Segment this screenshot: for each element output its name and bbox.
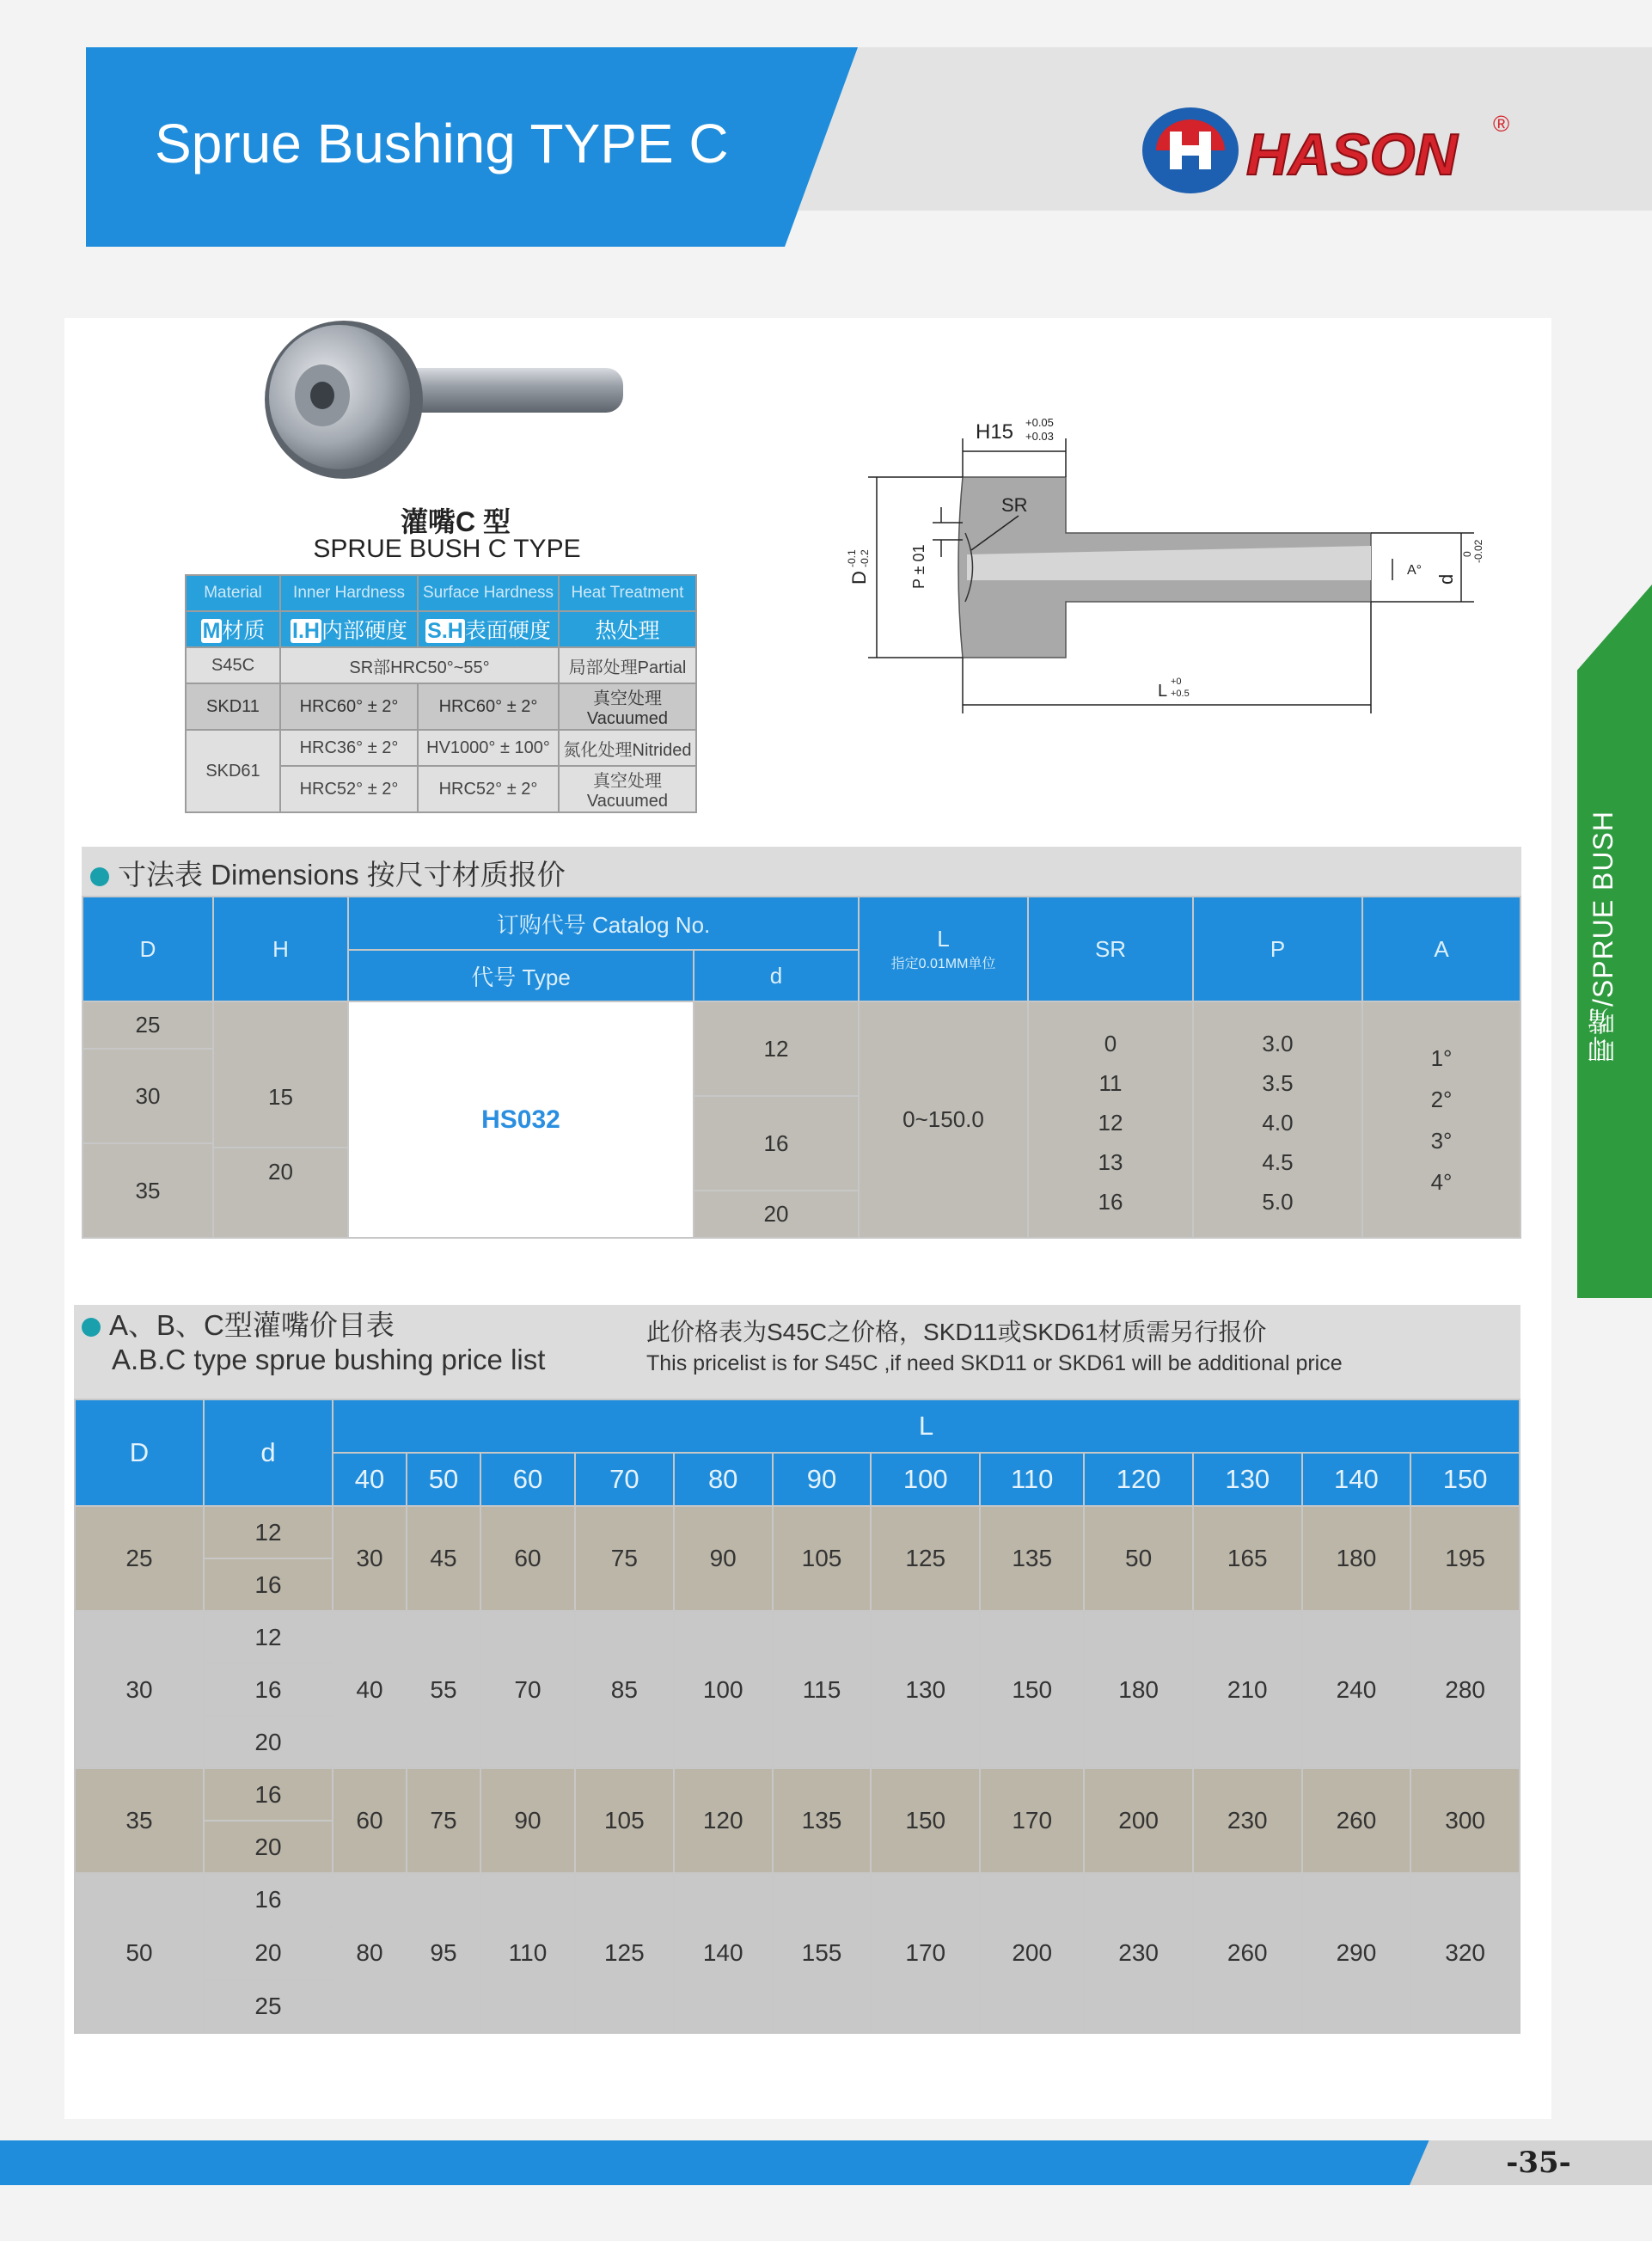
price-cell: 300 <box>1410 1768 1520 1873</box>
cell-SR <box>1028 1001 1193 1238</box>
price-cell: 90 <box>674 1506 773 1611</box>
dim-h-tol-top: +0.05 <box>1025 416 1054 429</box>
cell-H-20: 20 <box>214 1147 347 1196</box>
price-l-140: 140 <box>1302 1453 1411 1506</box>
cell-H-15: 15 <box>268 1084 293 1110</box>
cell-d: 12 <box>694 1001 859 1096</box>
dim-h-label: H15 <box>976 420 1014 444</box>
price-cell-d: 16 <box>204 1558 333 1611</box>
price-cell: 90 <box>480 1768 575 1873</box>
dim-l-label: L <box>1158 682 1168 701</box>
price-cell: 80 <box>333 1873 407 2033</box>
cell-A <box>1362 1001 1520 1238</box>
logo-mark-icon <box>1142 107 1239 193</box>
header-L-label: L <box>937 926 950 952</box>
price-cell: 135 <box>773 1768 872 1873</box>
price-l-80: 80 <box>674 1453 773 1506</box>
header-type: 代号 Type <box>348 950 694 1001</box>
price-cell-d: 16 <box>204 1663 333 1716</box>
material-table <box>185 574 697 813</box>
price-l-50: 50 <box>407 1453 480 1506</box>
cell-inner: HRC52° ± 2° <box>280 766 418 812</box>
price-cell: 115 <box>773 1611 872 1768</box>
price-l-110: 110 <box>980 1453 1084 1506</box>
header-d: d <box>694 950 859 1001</box>
header-cn-treatment: 热处理 <box>559 611 696 647</box>
p-value: 4.0 <box>1262 1109 1294 1136</box>
cell-surface: HRC52° ± 2° <box>418 766 559 812</box>
bullet-icon <box>90 867 109 886</box>
price-row <box>75 1611 1520 1663</box>
price-cell: 240 <box>1302 1611 1411 1768</box>
price-cell: 60 <box>333 1768 407 1873</box>
header-L <box>859 897 1028 1001</box>
dimensions-table <box>82 896 1521 1239</box>
header-catalog: 订购代号 Catalog No. <box>348 897 859 950</box>
cell-D: 35 <box>83 1143 213 1238</box>
price-cell: 75 <box>407 1768 480 1873</box>
footer-bar <box>0 2140 1652 2185</box>
price-cell: 125 <box>871 1506 980 1611</box>
price-cell: 85 <box>575 1611 674 1768</box>
price-cell: 320 <box>1410 1873 1520 2033</box>
col-surface-hardness: Surface Hardness <box>418 575 559 611</box>
price-cell: 180 <box>1084 1611 1193 1768</box>
price-note <box>646 1317 1343 1379</box>
sr-value: 12 <box>1098 1109 1123 1136</box>
cell-treatment: 真空处理Vacuumed <box>559 766 696 812</box>
price-cell: 130 <box>871 1611 980 1768</box>
price-table <box>74 1399 1520 2034</box>
tag-ih: I.H <box>292 619 320 643</box>
col-inner-hardness: Inner Hardness <box>280 575 418 611</box>
cell-treatment: 局部处理Partial <box>559 647 696 683</box>
cell-material: SKD61 <box>186 730 280 812</box>
dim-h-tol-bottom: +0.03 <box>1025 430 1054 443</box>
dim-d-tol-bottom: -0.2 <box>859 549 871 567</box>
dim-section-text: 寸法表 Dimensions 按尺寸材质报价 <box>118 859 566 891</box>
p-value: 3.5 <box>1262 1069 1294 1096</box>
price-cell: 105 <box>575 1768 674 1873</box>
cell-material: S45C <box>186 647 280 683</box>
price-cell: 125 <box>575 1873 674 2033</box>
hason-logo <box>1139 99 1526 202</box>
cell-material: SKD11 <box>186 683 280 730</box>
header-cn-surface <box>418 611 559 647</box>
logo-text: HASON <box>1246 122 1458 187</box>
price-cell-D: 25 <box>75 1506 204 1611</box>
bullet-icon <box>82 1318 101 1337</box>
dim-a-label: A° <box>1407 563 1423 578</box>
price-cell: 290 <box>1302 1873 1411 2033</box>
price-cell: 260 <box>1302 1768 1411 1873</box>
dim-dd-tol-top: 0 <box>1461 551 1473 557</box>
price-cell-D: 30 <box>75 1611 204 1768</box>
price-cell: 60 <box>480 1506 575 1611</box>
price-cell: 70 <box>480 1611 575 1768</box>
price-header-D: D <box>75 1399 204 1506</box>
header-D: D <box>83 897 213 1001</box>
registered-mark: ® <box>1493 111 1510 137</box>
cell-d: 16 <box>694 1096 859 1191</box>
row-skd11 <box>186 683 696 730</box>
header-cn-inner <box>280 611 418 647</box>
price-cell-D: 50 <box>75 1873 204 2033</box>
cell-P <box>1193 1001 1362 1238</box>
col-material: Material <box>186 575 280 611</box>
a-value: 3° <box>1430 1127 1453 1154</box>
price-cell: 200 <box>1084 1768 1193 1873</box>
dim-l-tol-top: +0 <box>1171 677 1182 687</box>
price-cell: 195 <box>1410 1506 1520 1611</box>
price-cell: 105 <box>773 1506 872 1611</box>
price-cell: 170 <box>980 1768 1084 1873</box>
sr-value: 16 <box>1098 1188 1123 1215</box>
a-value: 2° <box>1430 1086 1453 1112</box>
price-note-cn: 此价格表为S45C之价格，SKD11或SKD61材质需另行报价 <box>646 1319 1267 1345</box>
price-cell: 150 <box>980 1611 1084 1768</box>
cell-treatment: 氮化处理Nitrided <box>559 730 696 766</box>
price-cell: 200 <box>980 1873 1084 2033</box>
header-H: H <box>213 897 348 1001</box>
price-cell: 165 <box>1193 1506 1302 1611</box>
cell-hardness: SR部HRC50°~55° <box>280 647 559 683</box>
sr-value: 0 <box>1104 1030 1117 1056</box>
header-SR: SR <box>1028 897 1193 1001</box>
price-cell: 170 <box>871 1873 980 2033</box>
product-name-en: SPRUE BUSH C TYPE <box>313 535 581 563</box>
cell-inner: HRC60° ± 2° <box>280 683 418 730</box>
dim-d-tol-top: -0.1 <box>846 549 858 567</box>
cell-D: 25 <box>83 1001 213 1049</box>
price-l-70: 70 <box>575 1453 674 1506</box>
p-value: 4.5 <box>1262 1148 1294 1175</box>
price-l-150: 150 <box>1410 1453 1520 1506</box>
page-number: -35- <box>1506 2146 1571 2180</box>
p-value: 5.0 <box>1262 1188 1294 1215</box>
dim-section-title <box>90 853 566 893</box>
header-cn-label: 材质 <box>222 619 266 643</box>
cell-treatment: 真空处理Vacuumed <box>559 683 696 730</box>
page-title: Sprue Bushing TYPE C <box>155 113 729 175</box>
sr-value: 11 <box>1098 1069 1123 1096</box>
dim-l-tol-bottom: +0.5 <box>1171 689 1190 699</box>
cell-type <box>348 1001 694 1238</box>
price-cell: 260 <box>1193 1873 1302 2033</box>
cell-D: 30 <box>83 1049 213 1143</box>
price-cell: 155 <box>773 1873 872 2033</box>
row-s45c <box>186 647 696 683</box>
price-cell: 75 <box>575 1506 674 1611</box>
price-cell: 120 <box>674 1768 773 1873</box>
tag-m: M <box>202 619 221 643</box>
a-value: 1° <box>1430 1044 1453 1071</box>
price-l-120: 120 <box>1084 1453 1193 1506</box>
price-row <box>75 1768 1520 1821</box>
price-cell: 210 <box>1193 1611 1302 1768</box>
price-l-90: 90 <box>773 1453 872 1506</box>
price-l-60: 60 <box>480 1453 575 1506</box>
side-tab-label: 唧嘴/SPRUE BUSH <box>1588 811 1618 1063</box>
price-l-130: 130 <box>1193 1453 1302 1506</box>
price-cell: 230 <box>1193 1768 1302 1873</box>
price-cell: 110 <box>480 1873 575 2033</box>
price-cell: 135 <box>980 1506 1084 1611</box>
header-cn-material <box>186 611 280 647</box>
cell-surface: HV1000° ± 100° <box>418 730 559 766</box>
price-cell: 100 <box>674 1611 773 1768</box>
price-cell: 180 <box>1302 1506 1411 1611</box>
price-cell: 140 <box>674 1873 773 2033</box>
header-cn-label: 表面硬度 <box>464 619 551 643</box>
price-cell-d: 25 <box>204 1980 333 2033</box>
price-l-40: 40 <box>333 1453 407 1506</box>
price-header-row-1 <box>75 1399 1520 1453</box>
product-name-cn: 灌嘴C 型 <box>400 506 511 537</box>
dim-sr-label: SR <box>1001 494 1028 516</box>
cell-H <box>213 1001 348 1238</box>
price-cell: 50 <box>1084 1506 1193 1611</box>
tag-sh: S.H <box>427 619 463 643</box>
price-cell: 55 <box>407 1611 480 1768</box>
cell-surface: HRC60° ± 2° <box>418 683 559 730</box>
price-cell-D: 35 <box>75 1768 204 1873</box>
technical-drawing <box>821 404 1483 748</box>
dim-row-1 <box>83 1001 1520 1049</box>
price-title-cn: A、B、C型灌嘴价目表 <box>109 1309 395 1341</box>
price-header-d: d <box>204 1399 333 1506</box>
price-section-title <box>82 1308 545 1377</box>
a-value: 4° <box>1430 1168 1453 1195</box>
price-cell: 230 <box>1084 1873 1193 2033</box>
material-header-en <box>186 575 696 611</box>
price-cell: 45 <box>407 1506 480 1611</box>
row-skd61-1 <box>186 730 696 766</box>
price-cell: 40 <box>333 1611 407 1768</box>
dim-header-row-1 <box>83 897 1520 950</box>
price-cell: 150 <box>871 1768 980 1873</box>
price-note-en: This pricelist is for S45C ,if need SKD11 or SKD61 will be additional price <box>646 1351 1343 1375</box>
price-cell-d: 12 <box>204 1611 333 1663</box>
p-value: 3.0 <box>1262 1030 1294 1056</box>
price-cell-d: 20 <box>204 1716 333 1768</box>
dim-dd-label: d <box>1435 573 1457 585</box>
price-cell: 280 <box>1410 1611 1520 1768</box>
material-header-cn <box>186 611 696 647</box>
price-l-100: 100 <box>871 1453 980 1506</box>
dim-p-label: P ± 01 <box>910 544 927 589</box>
price-cell: 30 <box>333 1506 407 1611</box>
type-code: HS032 <box>481 1105 560 1134</box>
col-heat-treatment: Heat Treatment <box>559 575 696 611</box>
price-title-en: A.B.C type sprue bushing price list <box>112 1344 546 1375</box>
price-row <box>75 1506 1520 1558</box>
cell-inner: HRC36° ± 2° <box>280 730 418 766</box>
sr-value: 13 <box>1098 1148 1123 1175</box>
header-L-note: 指定0.01MM单位 <box>890 957 996 971</box>
sprue-bush-photo <box>258 309 636 481</box>
header-P: P <box>1193 897 1362 1001</box>
dim-dd-tol-bottom: -0.02 <box>1472 539 1484 563</box>
header-A: A <box>1362 897 1520 1001</box>
price-cell: 95 <box>407 1873 480 2033</box>
dim-d-label: D <box>848 571 870 585</box>
price-cell-d: 16 <box>204 1873 333 1926</box>
header-cn-label: 内部硬度 <box>321 619 407 643</box>
price-cell-d: 12 <box>204 1506 333 1558</box>
cell-d: 20 <box>694 1191 859 1238</box>
price-cell-d: 20 <box>204 1926 333 1980</box>
price-cell-d: 20 <box>204 1821 333 1873</box>
cell-L: 0~150.0 <box>859 1001 1028 1238</box>
price-row <box>75 1873 1520 1926</box>
price-header-L: L <box>333 1399 1520 1453</box>
price-cell-d: 16 <box>204 1768 333 1821</box>
